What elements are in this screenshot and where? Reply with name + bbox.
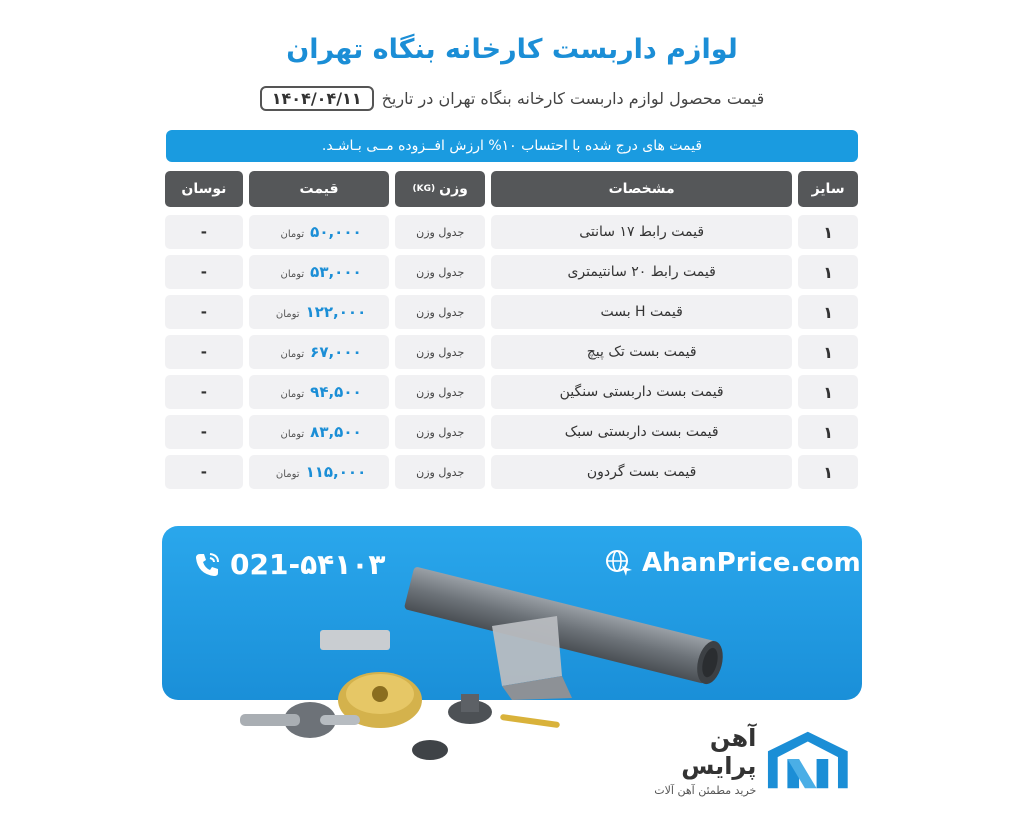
price-value: ۶۷,۰۰۰ <box>310 343 362 361</box>
price-value: ۱۱۵,۰۰۰ <box>305 463 367 481</box>
price-unit: تومان <box>280 269 305 280</box>
brand-logo <box>630 725 850 795</box>
weight-link[interactable]: جدول وزن <box>416 385 465 399</box>
cell-price <box>249 295 390 329</box>
size-value: ۱ <box>823 222 833 242</box>
weight-link[interactable]: جدول وزن <box>416 305 465 319</box>
cell-price <box>249 215 390 249</box>
globe-cursor-icon <box>604 548 634 578</box>
cell-weight[interactable] <box>395 375 485 409</box>
price-unit: تومان <box>275 469 300 480</box>
cell-size <box>798 255 858 289</box>
size-value: ۱ <box>823 462 833 482</box>
size-value: ۱ <box>823 262 833 282</box>
cell-trend <box>165 335 243 369</box>
vat-note: قیمت های درج شده با احتساب ۱۰% ارزش افــزوده مــی بـاشـد. <box>166 130 858 162</box>
cell-weight[interactable] <box>395 295 485 329</box>
cell-spec[interactable]: قیمت رابط ۲۰ سانتیمتری <box>491 255 792 289</box>
price-value: ۱۲۲,۰۰۰ <box>305 303 367 321</box>
table-row <box>165 415 858 449</box>
header-trend: نوسان <box>165 171 243 207</box>
cell-trend <box>165 375 243 409</box>
cell-trend <box>165 215 243 249</box>
trend-value: - <box>200 463 207 481</box>
cell-trend <box>165 415 243 449</box>
logo-mark-icon <box>766 729 850 791</box>
size-value: ۱ <box>823 422 833 442</box>
cell-weight[interactable] <box>395 415 485 449</box>
price-table <box>165 171 858 495</box>
cell-weight[interactable] <box>395 215 485 249</box>
cell-spec[interactable]: قیمت بست گردون <box>491 455 792 489</box>
header-weight-label: وزن <box>439 181 468 197</box>
cell-weight[interactable] <box>395 255 485 289</box>
trend-value: - <box>200 423 207 441</box>
table-row <box>165 295 858 329</box>
cell-price <box>249 455 390 489</box>
table-header <box>165 171 858 207</box>
trend-value: - <box>200 223 207 241</box>
cell-spec[interactable]: قیمت بست تک پیچ <box>491 335 792 369</box>
cell-price <box>249 375 390 409</box>
cell-spec[interactable]: قیمت رابط ۱۷ سانتی <box>491 215 792 249</box>
table-row <box>165 335 858 369</box>
table-row <box>165 455 858 489</box>
cell-weight[interactable] <box>395 455 485 489</box>
cell-price <box>249 335 390 369</box>
cell-weight[interactable] <box>395 335 485 369</box>
price-unit: تومان <box>280 349 305 360</box>
header-weight <box>395 171 485 207</box>
weight-link[interactable]: جدول وزن <box>416 425 465 439</box>
size-value: ۱ <box>823 342 833 362</box>
header-size: سایز <box>798 171 858 207</box>
price-value: ۸۳,۵۰۰ <box>310 423 362 441</box>
price-unit: تومان <box>280 229 305 240</box>
cell-trend <box>165 255 243 289</box>
trend-value: - <box>200 383 207 401</box>
cell-price <box>249 255 390 289</box>
table-row <box>165 215 858 249</box>
fittings-illustration <box>230 590 590 810</box>
size-value: ۱ <box>823 382 833 402</box>
trend-value: - <box>200 303 207 321</box>
cell-spec[interactable]: قیمت بست داربستی سنگین <box>491 375 792 409</box>
weight-link[interactable]: جدول وزن <box>416 225 465 239</box>
website-link[interactable] <box>604 548 861 578</box>
table-row <box>165 255 858 289</box>
phone-icon <box>192 550 222 580</box>
price-unit: تومان <box>280 389 305 400</box>
price-value: ۹۴,۵۰۰ <box>310 383 362 401</box>
cell-trend <box>165 455 243 489</box>
date-badge: ۱۴۰۴/۰۴/۱۱ <box>260 86 374 111</box>
page-title: لوازم داربست کارخانه بنگاه تهران <box>286 34 738 65</box>
table-row <box>165 375 858 409</box>
weight-link[interactable]: جدول وزن <box>416 465 465 479</box>
header-price: قیمت <box>249 171 390 207</box>
header-spec: مشخصات <box>491 171 792 207</box>
cell-spec[interactable]: قیمت بست داربستی سبک <box>491 415 792 449</box>
cell-size <box>798 455 858 489</box>
weight-link[interactable]: جدول وزن <box>416 265 465 279</box>
trend-value: - <box>200 263 207 281</box>
website-text: AhanPrice.com <box>642 548 861 578</box>
phone-number: 021-۵۴۱۰۳ <box>230 548 386 581</box>
trend-value: - <box>200 343 207 361</box>
cell-trend <box>165 295 243 329</box>
header-weight-unit: (KG) <box>412 184 436 194</box>
cell-size <box>798 375 858 409</box>
logo-name: آهن پرایس <box>681 723 757 780</box>
subtitle: قیمت محصول لوازم داربست کارخانه بنگاه تهران در تاریخ <box>381 89 765 108</box>
price-value: ۵۰,۰۰۰ <box>310 223 362 241</box>
price-unit: تومان <box>275 309 300 320</box>
cell-size <box>798 295 858 329</box>
size-value: ۱ <box>823 302 833 322</box>
cell-size <box>798 335 858 369</box>
subtitle-row <box>0 86 1024 111</box>
price-value: ۵۳,۰۰۰ <box>310 263 362 281</box>
logo-tagline: خرید مطمئن آهن آلات <box>654 783 757 797</box>
price-unit: تومان <box>280 429 305 440</box>
weight-link[interactable]: جدول وزن <box>416 345 465 359</box>
phone-contact[interactable] <box>192 548 386 581</box>
cell-size <box>798 215 858 249</box>
cell-spec[interactable]: قیمت H بست <box>491 295 792 329</box>
cell-size <box>798 415 858 449</box>
cell-price <box>249 415 390 449</box>
